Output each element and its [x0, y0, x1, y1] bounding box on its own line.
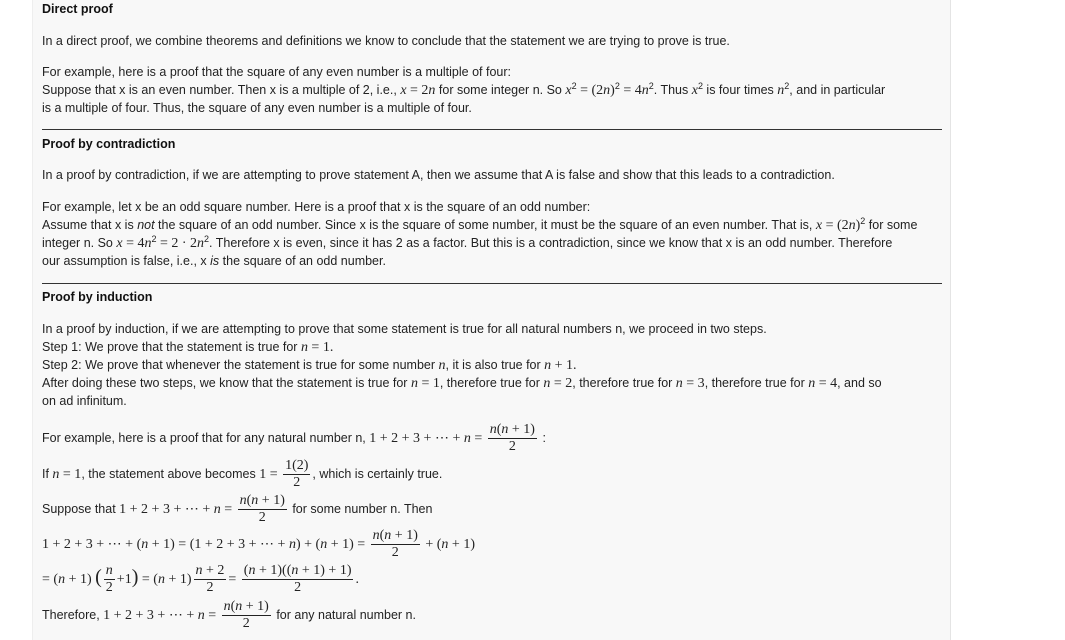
induction-after-line-2: on ad infinitum.: [42, 394, 127, 408]
direct-example-lead: For example, here is a proof that the square of any even number is a multiple of four:: [42, 65, 512, 79]
direct-intro: In a direct proof, we combine theorems and definitions we know to conclude that the statement we are trying to prove is true.: [42, 34, 730, 48]
direct-proof-heading: Direct proof: [42, 2, 113, 16]
induction-example-lead: For example, here is a proof that for any natural number n, 1 + 2 + 3 + ⋯ + n = $\frac{n(n + 1)}{2}$ :: [42, 422, 546, 454]
induction-equation-2: = (n + 1) ( $\frac{n}{2}$ +1) = (n + 1) $\frac{n + 2}{2}$ = $\frac{(n + 1)((n + 1) + 1)}{2}$ .: [42, 563, 359, 595]
contradiction-heading: Proof by contradiction: [42, 137, 176, 151]
section-divider: [42, 283, 942, 284]
section-divider: [42, 129, 942, 130]
induction-after-line-1: After doing these two steps, we know that the statement is true for n = 1, therefore true for n = 2, therefore true for n = 3, therefore true for n = 4, and so: [42, 376, 882, 391]
direct-proof-line-2: is a multiple of four. Thus, the square of any even number is a multiple of four.: [42, 101, 472, 115]
induction-hypothesis: Suppose that 1 + 2 + 3 + ⋯ + n = $\frac{n(n + 1)}{2}$ for some number n. Then: [42, 493, 433, 525]
article-panel: [32, 0, 951, 640]
induction-step-2: Step 2: We prove that whenever the statement is true for some number n, it is also true for n + 1.: [42, 358, 577, 373]
contradiction-line-3: our assumption is false, i.e., x is the square of an odd number.: [42, 254, 386, 268]
induction-base-case: If n = 1, the statement above becomes 1 = $\frac{1(2)}{2}$ , which is certainly true.: [42, 458, 443, 490]
induction-step-1: Step 1: We prove that the statement is true for n = 1.: [42, 340, 334, 355]
induction-heading: Proof by induction: [42, 290, 153, 304]
direct-proof-line-1: Suppose that x is an even number. Then x is a multiple of 2, i.e., x = 2n for some integer n. So $x^2 = (2n)^2 = 4n^2$. Thus $x^2$ is four times $n^2$, and in particular: [42, 80, 886, 98]
contradiction-intro: In a proof by contradiction, if we are attempting to prove statement A, then we assume that A is false and show that this leads to a contradiction.: [42, 168, 835, 182]
contradiction-line-2: integer n. So $x = 4n^2 = 2 \cdot 2n^2$. Therefore x is even, since it has 2 as a factor. But this is a contradiction, since we know that x is an odd number. Therefore: [42, 233, 893, 251]
induction-conclusion: Therefore, 1 + 2 + 3 + ⋯ + n = $\frac{n(n + 1)}{2}$ for any natural number n.: [42, 599, 416, 631]
contradiction-example-lead: For example, let x be an odd square number. Here is a proof that x is the square of an odd number:: [42, 200, 591, 214]
induction-intro: In a proof by induction, if we are attempting to prove that some statement is true for all natural numbers n, we proceed in two steps.: [42, 322, 767, 336]
induction-equation-1: 1 + 2 + 3 + ⋯ + (n + 1) = (1 + 2 + 3 + ⋯ + n) + (n + 1) = $\frac{n(n + 1)}{2}$ + (n + 1): [42, 528, 475, 560]
contradiction-line-1: Assume that x is not the square of an odd number. Since x is the square of some number, it must be the square of an even number. That is, $x = (2n)^2$ for some: [42, 215, 918, 233]
